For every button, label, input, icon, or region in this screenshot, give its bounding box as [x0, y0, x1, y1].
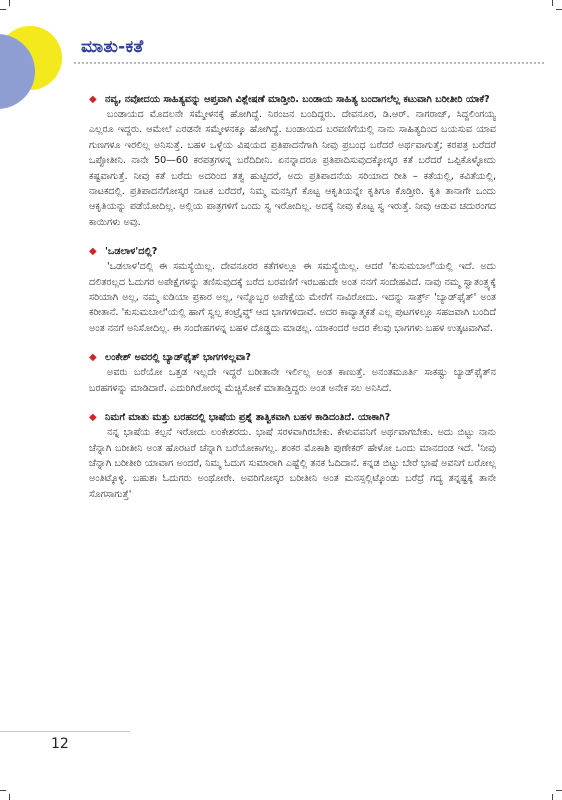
answer: ಬಂಡಾಯದ ಮೊದಲನೇ ಸಮ್ಮೇಳನಕ್ಕೆ ಹೋಗಿದ್ದೆ. ನಿರಂಜನ ಬಂದಿದ್ದರು. ದೇವನೂರ, ಡಿ.ಆರ್. ನಾಗರಾಜ್, ಸಿದ್ದಲಿಂಗಯ್ಯ ಎಲ್ಲರೂ ಇದ್ದರು. ಆಮೇಲೆ ಎರಡನೇ ಸಮ್ಮೇಳನಕ್ಕೂ ಹೋಗಿದ್ದೆ. ಬಂಡಾಯದ ಬರವಣಿಗೆಯಲ್ಲಿ ನಾನು ಸಾಹಿತ್ಯದಿಂದ ಬಯಸುವ ಯಾವ ಗುಣಗಳೂ ಇರಲಿಲ್ಲ ಅನಿಸುತ್ತೆ. ಬಹಳ ಒಳ್ಳೆಯ ವಿಷಯದ ಪ್ರತಿಪಾದನೆಗಾಗಿ ನೀವು ಪ್ರಬಂಧ ಬರೆದರೆ ಅರ್ಥವಾಗುತ್ತೆ; ಕರಪತ್ರ ಬರೆದರೆ ಒಪ್ಪೋತೀನಿ. ನಾನೇ 50—60 ಕರಪತ್ರಗಳನ್ನ ಬರೆದಿದೀನಿ. ಏನನ್ನಾದರೂ ಪ್ರತಿಪಾದಿಸುವುದಕ್ಕೋಸ್ಕರ ಕತೆ ಬರೆದರೆ ಒಪ್ಪಿಕೊಳ್ಳೋದು ಕಷ್ಟವಾಗುತ್ತೆ. ನೀವು ಕತೆ ಬರೆದು ಅದರಿಂದ ತತ್ವ ಹುಟ್ಟಿದರೆ, ಅದು ಪ್ರತಿಪಾದನೆಯ ಸರಿಯಾದ ರೀತಿ – ಕತೆಯಲ್ಲಿ, ಕವಿತೆಯಲ್ಲಿ, ನಾಟಕದಲ್ಲಿ. ಪ್ರತಿಪಾದನೆಗೋಸ್ಕರ ನಾಟಕ ಬರೆದರೆ, ನಿಮ್ಮ ಮನಸ್ಸಿಗೆ ಕೊಟ್ಟ ಆಕೃತಿಯನ್ನೇ ಕೃತಿಗೂ ಕೊಡ್ತೀರಿ. ಕೃತಿ ತಾನಾಗೇ ಒಂದು ಆಕೃತಿಯನ್ನು ಪಡೆಯೋದಿಲ್ಲ. ಅಲ್ಲಿಯ ಪಾತ್ರಗಳಿಗೆ ಒಂದು ಸ್ವ ಇರೋದಿಲ್ಲ. ಅದಕ್ಕೆ ನೀವು ಕೊಟ್ಟ ಸ್ವ ಇರುತ್ತೆ. ನೀವು ಆಡುವ ಚದುರಂಗದ ಕಾಯಿಗಳು ಅವು. [89, 109, 496, 228]
interview-body [89, 92, 496, 516]
qa-item [89, 410, 496, 502]
crop-mark [0, 790, 6, 791]
question-text: 'ಒಡಲಾಳ'ದಲ್ಲಿ? [105, 246, 158, 258]
crop-mark [552, 794, 553, 800]
question [89, 92, 496, 107]
diamond-bullet-icon: ◆ [89, 352, 97, 364]
question [89, 410, 496, 425]
answer: ನನ್ನ ಭಾಷೆಯ ಕಲ್ಪನೆ ಇರೋದು ಲಂಕೇಶರದು. ಭಾಷೆ ಸರಳವಾಗಿರಬೇಕು. ಕೇಳುವವನಿಗೆ ಅರ್ಥವಾಗಬೇಕು. ಅದು ಬಿಟ್ಟು ನಾನು ಚೆನ್ನಾಗಿ ಬರೀತೀನಿ ಅಂತ ಹೊರಟರೆ ಚೆನ್ನಾಗಿ ಬರೆಯೋಕಾಗಲ್ಲ. ಶಂಕರ ಮೊಕಾಶಿ ಪುಣೇಕರ್ ಹೇಳೋ ಒಂದು ಮಾನದಂಡ ಇದೆ. 'ನೀವು ಚೆನ್ನಾಗಿ ಬರೀತೀರಿ ಯಾವಾಗ ಅಂದರೆ, ನಿಮ್ಮ ಓದುಗ ಸುಮಾರಾಗಿ ಎಷ್ಟೆಲ್ಲಿ ತನಕ ಓದಿದಾನೆ. ಕನ್ನಡ ಬಿಟ್ಟು ಬೇರೆ ಭಾಷೆ ಅವನಿಗೆ ಬರೋಲ್ಲ ಅಂತಿಟ್ಕೊಳ್ಳಿ. ಬಹುಶಃ ಓದುಗರು ಅಂಥೋರೇ. ಅವರಿಗೋಸ್ಕರ ಬರೀತೀನಿ ಅಂತ ಮನಸ್ಸಲ್ಲಿಟ್ಕೊಂಡು ಬರೆದ್ರೆ ಗದ್ಯ ತನ್ನಷ್ಟಕ್ಕೆ ತಾನೇ ಸೊಗಸಾಗುತ್ತೆ' [89, 427, 496, 500]
diamond-bullet-icon: ◆ [89, 94, 97, 105]
crop-mark [0, 9, 6, 10]
question-text: ನವ್ಯ, ನವೋದಯ ಸಾಹಿತ್ಯವನ್ನು ಆಪ್ತವಾಗಿ ವಿಶ್ಲೇಷಣೆ ಮಾಡ್ತೀರಿ. ಬಂಡಾಯ ಸಾಹಿತ್ಯ ಬಂದಾಗಲೆಲ್ಲ ಕಟುವಾಗಿ ಬರೀತೀರಿ ಯಾಕೆ? [105, 94, 490, 105]
footer-rule [0, 731, 130, 732]
qa-item [89, 92, 496, 230]
answer: ಅವರು ಬರೆಯೋ ಒತ್ತಡ ಇಲ್ಲದೇ ಇದ್ದರೆ ಬರೀತಾನೇ ಇರ್ಲಿಲ್ಲ ಅಂತ ಕಾಣುತ್ತೆ. ಅನಂತಮೂರ್ತಿ ಸಾಕಷ್ಟು ಬ್ಯಾಡ್‌ಫೈತ್‌ನ ಬರಹಗಳನ್ನು ಮಾಡಿದಾರೆ. ಎದುರಿಗಿರೋರನ್ನ ಮೆಚ್ಚಿಸೋಕೆ ಮಾತಾಡ್ತಿದ್ದರು ಅಂತ ಅನೇಕ ಸಲ ಅನಿಸಿದೆ. [89, 367, 496, 394]
dotted-divider [74, 62, 544, 64]
crop-mark [556, 790, 562, 791]
question-text: ಲಂಕೇಶ್ ಅವರಲ್ಲಿ ಬ್ಯಾಡ್‌ಫೈತ್ ಭಾಗಗಳಿಲ್ಲವಾ? [105, 352, 251, 364]
question [89, 350, 496, 365]
crop-mark [9, 794, 10, 800]
question-text: ನಿಮಗೆ ಮಾತು ಮತ್ತು ಬರಹದಲ್ಲಿ ಭಾಷೆಯ ಪ್ರಶ್ನೆ ತಾತ್ವಿಕವಾಗಿ ಬಹಳ ಕಾಡಿದಂತಿದೆ. ಯಾಕಾಗಿ? [105, 412, 391, 424]
crop-mark [552, 0, 553, 6]
crop-mark [9, 0, 10, 6]
diamond-bullet-icon: ◆ [89, 246, 97, 258]
qa-item [89, 244, 496, 336]
page-number: 12 [51, 736, 69, 752]
question [89, 244, 496, 259]
section-title: ಮಾತು-ಕತೆ [81, 37, 144, 57]
diamond-bullet-icon: ◆ [89, 412, 97, 424]
qa-item [89, 350, 496, 396]
crop-mark [556, 9, 562, 10]
answer: 'ಒಡಲಾಳ'ದಲ್ಲಿ ಈ ಸಮಸ್ಯೆಯಿಲ್ಲ. ದೇವನೂರರ ಕತೆಗಳಲ್ಲೂ ಈ ಸಮಸ್ಯೆಯಿಲ್ಲ. ಆದರೆ 'ಕುಸುಮಬಾಲೆ'ಯಲ್ಲಿ ಇದೆ. ಅದು ದಲಿತರಲ್ಲದ ಓದುಗರ ಅಪೇಕ್ಷೆಗಳನ್ನು ತಣಿಸುವುದಕ್ಕೆ ಬರೆದ ಬರವಣಿಗೆ ಇರಬಹುದೇ ಅಂತ ನನಗೆ ಸಂದೇಹವಿದೆ. ನಾವು ನಮ್ಮ ಸ್ವಾತಂತ್ರ್ಯಕ್ಕೆ ಸರಿಯಾಗಿ ಅಲ್ಲ, ನಮ್ಮ ಐಡಿಯಾ ಪ್ರಕಾರ ಅಲ್ಲ, ಇನ್ನೊಬ್ಬರ ಅಪೇಕ್ಷೆಯ ಮೇರೆಗೆ ನಾವಿರೋದು. ಇದನ್ನು ಸಾರ್ತ್ರ್ 'ಬ್ಯಾಡ್‌ಫೈತ್' ಅಂತ ಕರೀತಾನೆ. 'ಕುಸುಮಬಾಲೆ'ಯಲ್ಲಿ ಹಾಗೆ ಸ್ವಲ್ಪ ಕಂಟ್ರೈವ್ಡ್ ಆದ ಭಾಗಗಳಿದಾವೆ. ಅದರ ಕಾವ್ಯಾತ್ಮಕತೆ ಎಲ್ಲ ಪುಟಗಳಲ್ಲೂ ಸಹಜವಾಗಿ ಬಂದಿದೆ ಅಂತ ನನಗೆ ಅನಿಸೋದಿಲ್ಲ. ಈ ಸಂದೇಹಗಳನ್ನ ಬಹಳ ದೊಡ್ಡದು ಮಾಡಲ್ಲ. ಯಾಕಂದರೆ ಅದರ ಕೆಲವು ಭಾಗಗಳು ಬಹಳ ಉತ್ಕಟವಾಗಿವೆ. [89, 261, 496, 334]
